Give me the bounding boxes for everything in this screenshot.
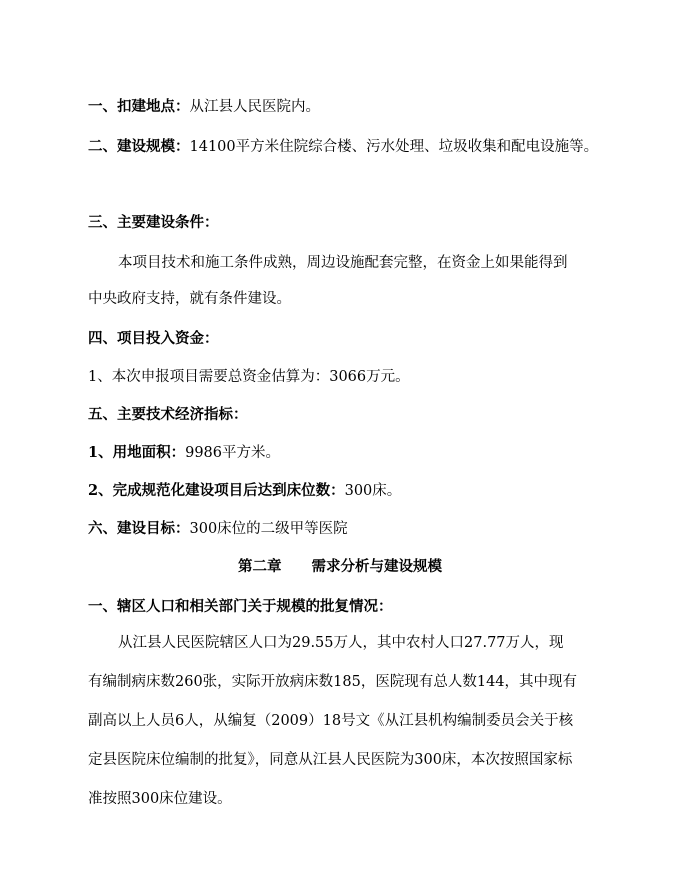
chapter-name: 需求分析与建设规模 xyxy=(311,558,442,575)
population-line-4: 定县医院床位编制的批复》，同意从江县人民医院为300床，本次按照国家标 xyxy=(88,752,573,768)
site-line xyxy=(88,97,320,117)
site-value: 从江县人民医院内。 xyxy=(189,99,320,115)
indicator-item-2-label: 2、完成规范化建设项目后达到床位数： xyxy=(88,482,345,499)
chapter-title xyxy=(0,557,680,577)
goal-value: 300床位的二级甲等医院 xyxy=(189,521,348,537)
indicator-item-1 xyxy=(88,443,280,463)
population-line-5: 准按照300床位建设。 xyxy=(88,791,232,807)
goal-label: 六、建设目标： xyxy=(88,520,190,537)
indicator-item-1-label: 1、用地面积： xyxy=(88,444,186,461)
conditions-line-2: 中央政府支持，就有条件建设。 xyxy=(88,291,291,307)
population-line-1: 从江县人民医院辖区人口为29.55万人，其中农村人口27.77万人，现 xyxy=(118,635,564,651)
population-heading: 一、辖区人口和相关部门关于规模的批复情况： xyxy=(88,598,393,615)
chapter-number: 第二章 xyxy=(238,558,282,575)
indicator-item-1-value: 9986平方米。 xyxy=(185,445,280,461)
indicators-heading: 五、主要技术经济指标： xyxy=(88,406,248,423)
indicator-item-2-value: 300床。 xyxy=(344,483,402,499)
indicator-item-2 xyxy=(88,481,401,501)
site-label: 一、扣建地点： xyxy=(88,98,190,115)
investment-heading: 四、项目投入资金： xyxy=(88,330,219,347)
goal-line xyxy=(88,519,348,539)
scale-label: 二、建设规模： xyxy=(88,138,190,155)
scale-value: 14100平方米住院综合楼、污水处理、垃圾收集和配电设施等。 xyxy=(189,139,599,155)
investment-item-1: 1、本次申报项目需要总资金估算为：3066万元。 xyxy=(88,369,410,385)
population-line-3: 副高以上人员6人，从编复（2009）18号文《从江县机构编制委员会关于核 xyxy=(88,713,574,729)
conditions-heading: 三、主要建设条件： xyxy=(88,214,219,231)
conditions-line-1: 本项目技术和施工条件成熟，周边设施配套完整，在资金上如果能得到 xyxy=(118,255,568,271)
scale-line xyxy=(88,137,598,157)
population-line-2: 有编制病床数260张，实际开放病床数185，医院现有总人数144，其中现有 xyxy=(88,674,578,690)
